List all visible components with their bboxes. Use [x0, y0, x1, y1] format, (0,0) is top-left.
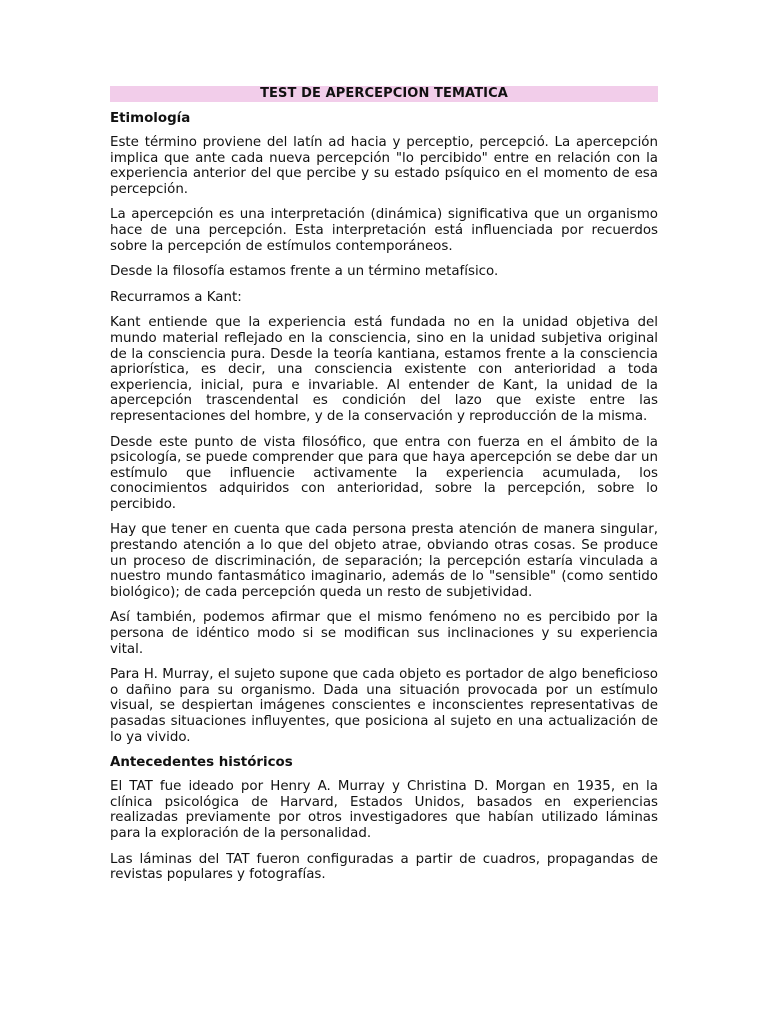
section-heading-etimologia: Etimología	[110, 111, 191, 126]
paragraph: Desde la filosofía estamos frente a un término metafísico.	[110, 264, 499, 280]
paragraph: Recurramos a Kant:	[110, 289, 242, 305]
paragraph: El TAT fue ideado por Henry A. Murray y Christina D. Morgan en 1935, en la clínica psicológica de Harvard, Estados Unidos, basados en experiencias realizadas previamente por otros investigadores que habían utilizado láminas para la exploración de la personalidad.	[110, 779, 658, 841]
paragraph: Desde este punto de vista filosófico, que entra con fuerza en el ámbito de la psicología, se puede comprender que para que haya apercepción se debe dar un estímulo que influencie activamente la experiencia acumulada, los conocimientos adquiridos con anterioridad, sobre la percepción, sobre lo percibido.	[110, 434, 658, 512]
paragraph: La apercepción es una interpretación (dinámica) significativa que un organismo hace de una percepción. Esta interpretación está influenciada por recuerdos sobre la percepción de estímulos contemporáneos.	[110, 207, 658, 254]
paragraph: Este término proviene del latín ad hacia y perceptio, percepció. La apercepción implica que ante cada nueva percepción "lo percibido" entre en relación con la experiencia anterior del que percibe y su estado psíquico en el momento de esa percepción.	[110, 135, 658, 197]
document-page	[110, 86, 658, 893]
paragraph: Hay que tener en cuenta que cada persona presta atención de manera singular, prestando atención a lo que del objeto atrae, obviando otras cosas. Se produce un proceso de discriminación, de separación; la percepción estaría vinculada a nuestro mundo fantasmático imaginario, además de lo "sensible" (como sentido biológico); de cada percepción queda un resto de subjetividad.	[110, 522, 658, 600]
paragraph: Las láminas del TAT fueron configuradas a partir de cuadros, propagandas de revistas populares y fotografías.	[110, 851, 658, 883]
paragraph: Para H. Murray, el sujeto supone que cada objeto es portador de algo beneficioso o dañino para su organismo. Dada una situación provocada por un estímulo visual, se despiertan imágenes conscientes e inconscientes representativas de pasadas situaciones influyentes, que posiciona al sujeto en una actualización de lo ya vivido.	[110, 667, 658, 745]
document-title: TEST DE APERCEPCION TEMATICA	[110, 86, 658, 102]
paragraph: Así también, podemos afirmar que el mismo fenómeno no es percibido por la persona de idéntico modo si se modifican sus inclinaciones y su experiencia vital.	[110, 610, 658, 657]
paragraph: Kant entiende que la experiencia está fundada no en la unidad objetiva del mundo material reflejado en la consciencia, sino en la unidad subjetiva original de la consciencia pura. Desde la teoría kantiana, estamos frente a la consciencia apriorística, es decir, una consciencia existente con anterioridad a toda experiencia, inicial, pura e invariable. Al entender de Kant, la unidad de la apercepción trascendental es condición del lazo que existe entre las representaciones del hombre, y de la conservación y reproducción de la misma.	[110, 315, 658, 424]
section-heading-antecedentes: Antecedentes históricos	[110, 755, 293, 771]
